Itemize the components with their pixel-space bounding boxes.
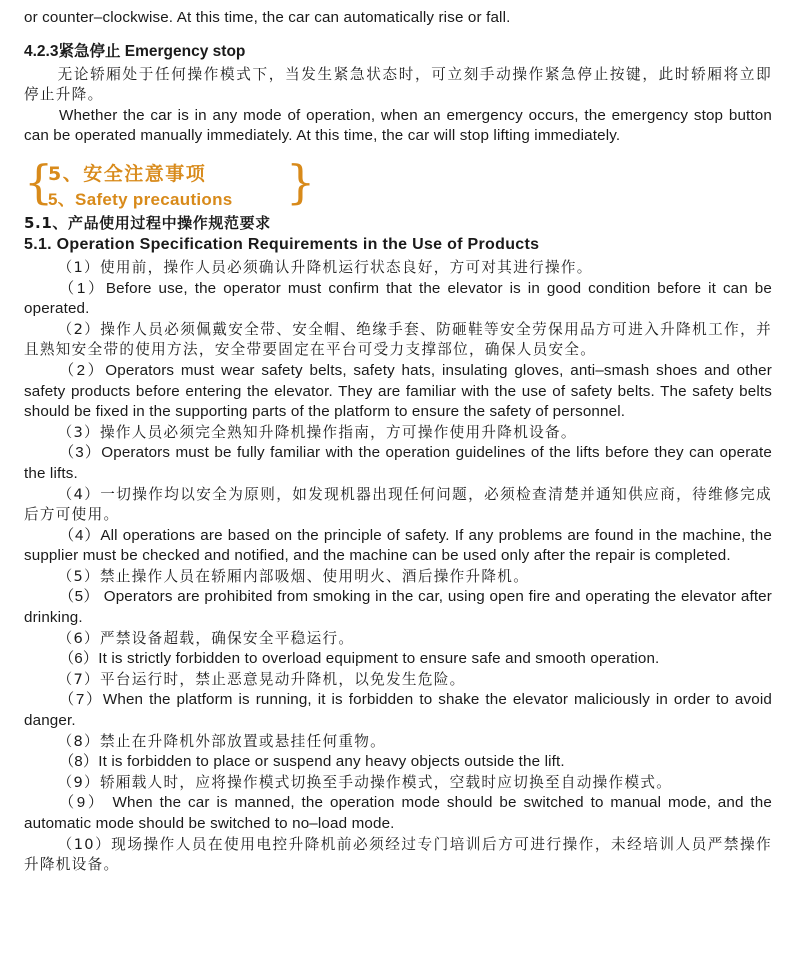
left-brace-icon: { [24,154,54,209]
list-item-zh: （3）操作人员必须完全熟知升降机操作指南，方可操作使用升降机设备。 [57,423,577,441]
list-item-en: （5） Operators are prohibited from smoking in the car, using open fire and operating the elevator after drinking. [24,588,772,627]
list-item-zh: （5）禁止操作人员在轿厢内部吸烟、使用明火、酒后操作升降机。 [57,567,530,585]
list-item-en: （2）Operators must wear safety belts, safety hats, insulating gloves, anti–smash shoes and other safety products before entering the elevator. They are familiar with the use of safety belts. The safety belts should be fixed in the supporting parts of the platform to ensure the safety of personnel. [24,361,772,421]
list-item-zh: （10）现场操作人员在使用电控升降机前必须经过专门培训后方可进行操作，未经培训人员严禁操作升降机设备。 [24,835,772,874]
list-item-en: （7）When the platform is running, it is forbidden to shake the elevator maliciously in order to avoid danger. [24,691,772,730]
list-item-zh: （8）禁止在升降机外部放置或悬挂任何重物。 [57,732,387,750]
section-423-zh-text: 无论轿厢处于任何操作模式下，当发生紧急状态时，可立刻手动操作紧急停止按键，此时轿厢将立即停止升降。 [24,65,772,104]
list-item-en: （4）All operations are based on the principle of safety. If any problems are found in the machine, the supplier must be checked and notified, and the machine can be used only after the repair is completed. [24,526,772,565]
section-423-en-text: Whether the car is in any mode of operation, when an emergency occurs, the emergency stop button can be operated manually immediately. At this time, the car will stop lifting immediately. [24,106,772,145]
section-423-heading: 4.2.3紧急停止 Emergency stop [24,42,246,60]
list-item-en: （8）It is forbidden to place or suspend any heavy objects outside the lift. [58,753,565,771]
list-item-en: （1）Before use, the operator must confirm that the elevator is in good condition before it can be operated. [24,279,772,318]
section-5-title-zh: 5、安全注意事项 [48,162,207,185]
list-item-zh: （1）使用前，操作人员必须确认升降机运行状态良好，方可对其进行操作。 [57,258,593,276]
list-item-zh: （4）一切操作均以安全为原则，如发现机器出现任何问题，必须检查清楚并通知供应商，待维修完成后方可使用。 [24,485,772,524]
requirements-list [24,258,772,876]
section-51-heading-en: 5.1. Operation Specification Requirements in the Use of Products [24,235,540,253]
section-5-title-en: 5、Safety precautions [48,189,233,209]
right-brace-icon: } [286,154,316,209]
list-item-en: （3）Operators must be fully familiar with the operation guidelines of the lifts before they can operate the lifts. [24,444,772,482]
list-item-en: （6）It is strictly forbidden to overload equipment to ensure safe and smooth operation. [58,650,660,668]
list-item-zh: （2）操作人员必须佩戴安全带、安全帽、绝缘手套、防砸鞋等安全劳保用品方可进入升降机工作，并且熟知安全带的使用方法，安全带要固定在平台可受力支撑部位，确保人员安全。 [24,320,772,359]
section-51-heading-zh: 5.1、产品使用过程中操作规范要求 [24,213,271,232]
list-item-en: （9） When the car is manned, the operation mode should be switched to manual mode, and the automatic mode should be switched to no–load mode. [24,794,772,832]
list-item-zh: （7）平台运行时，禁止恶意晃动升降机，以免发生危险。 [57,670,466,688]
list-item-zh: （9）轿厢载人时，应将操作模式切换至手动操作模式，空载时应切换至自动操作模式。 [57,773,673,791]
list-item-zh: （6）严禁设备超载，确保安全平稳运行。 [57,629,355,647]
intro-tail-text: or counter–clockwise. At this time, the car can automatically rise or fall. [24,9,511,26]
section-5-title-block [24,154,772,209]
